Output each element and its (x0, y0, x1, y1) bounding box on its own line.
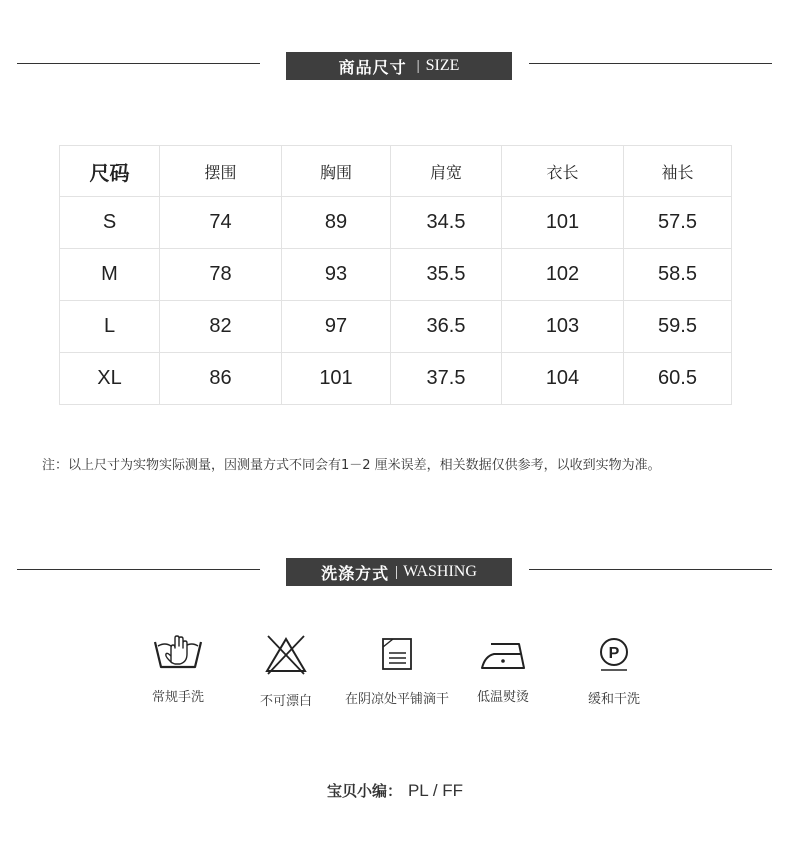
dry-clean-letter: P (608, 645, 620, 662)
editor-value: PL / FF (407, 781, 464, 800)
cell-shoulder: 36.5 (391, 301, 502, 353)
cell-hem: 74 (160, 197, 282, 249)
editor-line (0, 780, 790, 801)
cell-hem: 82 (160, 301, 282, 353)
cell-length: 101 (502, 197, 624, 249)
table-row (60, 301, 732, 353)
wash-title-box (286, 558, 512, 586)
wash-title-zh: 洗涤方式 (321, 563, 390, 583)
cell-length: 102 (502, 249, 624, 301)
size-table-header-row (60, 146, 732, 197)
dry-flat-shade-icon (380, 634, 414, 674)
size-title-box (286, 52, 512, 80)
hand-wash-icon (152, 634, 204, 672)
size-header-right-rule (529, 63, 772, 64)
wash-label-no-bleach: 不可漂白 (259, 694, 312, 709)
wash-label-hand-wash: 常规手洗 (151, 690, 204, 705)
cell-chest: 93 (282, 249, 391, 301)
header-size: 尺码 (60, 146, 160, 197)
wash-header-left-rule (17, 569, 260, 570)
measurement-note: 注：以上尺寸为实物实际测量，因测量方式不同会有1－2 厘米误差，相关数据仅供参考，以收到实物为准。 (42, 458, 661, 473)
cell-sleeve: 57.5 (624, 197, 732, 249)
cell-hem: 78 (160, 249, 282, 301)
cell-size: XL (60, 353, 160, 405)
size-title-en: SIZE (425, 57, 460, 74)
cell-size: S (60, 197, 160, 249)
no-bleach-icon (263, 634, 309, 676)
cell-sleeve: 59.5 (624, 301, 732, 353)
size-title-separator: | (416, 57, 420, 74)
cell-chest: 89 (282, 197, 391, 249)
size-title-zh: 商品尺寸 (338, 57, 407, 77)
header-hem: 摆围 (160, 146, 282, 197)
wash-label-dry-clean: 缓和干洗 (587, 692, 640, 707)
size-table (59, 145, 732, 405)
wash-title-en: WASHING (403, 563, 477, 580)
cell-sleeve: 60.5 (624, 353, 732, 405)
cell-shoulder: 37.5 (391, 353, 502, 405)
size-section-header (0, 52, 790, 80)
header-chest: 胸围 (282, 146, 391, 197)
wash-header-right-rule (529, 569, 772, 570)
cell-length: 104 (502, 353, 624, 405)
header-sleeve: 袖长 (624, 146, 732, 197)
wash-item-dry-clean (549, 634, 679, 707)
cell-size: L (60, 301, 160, 353)
low-iron-icon (478, 634, 528, 672)
cell-shoulder: 34.5 (391, 197, 502, 249)
cell-hem: 86 (160, 353, 282, 405)
cell-size: M (60, 249, 160, 301)
cell-sleeve: 58.5 (624, 249, 732, 301)
table-row (60, 353, 732, 405)
header-length: 衣长 (502, 146, 624, 197)
wash-section-header (0, 558, 790, 586)
editor-label: 宝贝小编： (326, 782, 402, 800)
wash-icons-row (0, 634, 790, 714)
wash-title-separator: | (395, 563, 399, 580)
table-row (60, 197, 732, 249)
table-row (60, 249, 732, 301)
cell-chest: 97 (282, 301, 391, 353)
size-header-left-rule (17, 63, 260, 64)
wash-label-dry-flat-shade: 在阴凉处平铺滴干 (344, 692, 449, 707)
header-shoulder: 肩宽 (391, 146, 502, 197)
cell-chest: 101 (282, 353, 391, 405)
dry-clean-p-icon (594, 634, 634, 674)
wash-label-low-iron: 低温熨烫 (476, 690, 529, 705)
cell-shoulder: 35.5 (391, 249, 502, 301)
cell-length: 103 (502, 301, 624, 353)
